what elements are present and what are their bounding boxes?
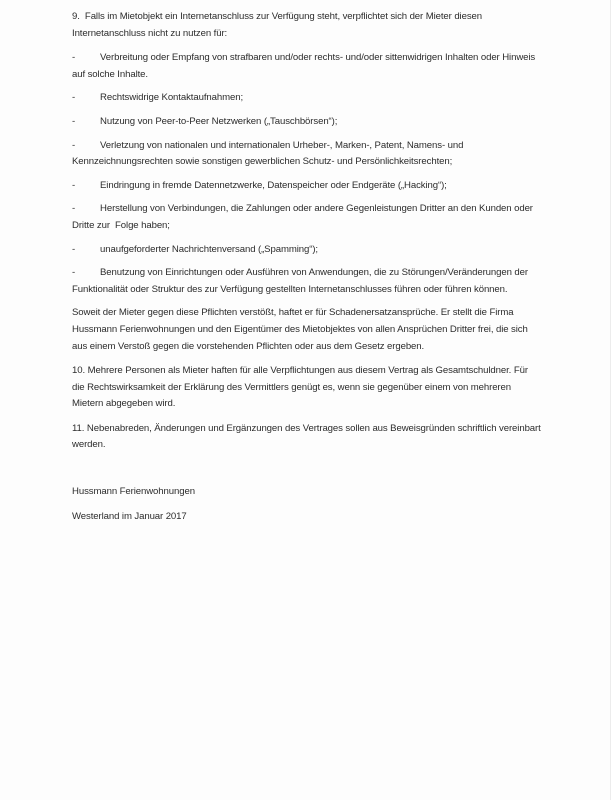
list-item-text: unaufgeforderter Nachrichtenversand („Spamming“); (100, 243, 318, 255)
list-item-text: Herstellung von Verbindungen, die Zahlungen oder andere Gegenleistungen Dritter an den Kunden oder Dritte zur Folge haben; (72, 203, 536, 231)
list-dash: - (72, 179, 76, 191)
list-item (72, 201, 542, 234)
list-item (72, 50, 542, 83)
company-name: Hussmann Ferienwohnungen (72, 486, 195, 498)
list-dash: - (72, 203, 76, 215)
list-dash: - (72, 115, 76, 127)
list-dash: - (72, 139, 76, 151)
section-10: 10. Mehrere Personen als Mieter haften für alle Verpflichtungen aus diesem Vertrag als Gesamtschuldner. Für die Rechtswirksamkeit der Erklärung des Vermittlers genügt es, wenn sie gegenüber einem von mehreren Mietern abgegeben wird. (72, 365, 531, 410)
list-dash: - (72, 243, 76, 255)
list-dash: - (72, 52, 76, 64)
list-item (72, 178, 542, 195)
list-item (72, 114, 542, 131)
list-item-text: Benutzung von Einrichtungen oder Ausführen von Anwendungen, die zu Störungen/Veränderungen der Funktionalität oder Struktur des zur Verfügung gestellten Internetanschlusses führen oder führen können. (72, 267, 531, 295)
list-item (72, 90, 542, 107)
signature-block (72, 484, 542, 525)
list-dash: - (72, 92, 76, 104)
place-date: Westerland im Januar 2017 (72, 510, 187, 522)
list-item-text: Nutzung von Peer-to-Peer Netzwerken („Tauschbörsen“); (100, 115, 338, 127)
list-item-text: Verbreitung oder Empfang von strafbaren und/oder rechts- und/oder sittenwidrigen Inhalten oder Hinweis auf solche Inhalte. (72, 52, 538, 80)
list-dash: - (72, 267, 76, 279)
list-item (72, 242, 542, 259)
list-item-text: Rechtswidrige Kontaktaufnahmen; (100, 92, 244, 104)
list-item-text: Verletzung von nationalen und internationalen Urheber-, Marken-, Patent, Namens- und Kennzeichnungsrechten sowie sonstigen gewerblichen Schutz- und Persönlichkeitsrechten; (72, 139, 466, 168)
document-body (72, 9, 542, 533)
section-9-intro: 9. Falls im Mietobjekt ein Internetanschluss zur Verfügung steht, verpflichtet sich der Mieter diesen Internetanschluss nicht zu nutzen für: (72, 11, 485, 39)
liability-paragraph: Soweit der Mieter gegen diese Pflichten verstößt, haftet er für Schadenersatzansprüche. Er stellt die Firma Hussmann Ferienwohnungen und den Eigentümer des Mietobjektes von allen Ansprüchen Dritter frei, die sich aus einem Verstoß gegen die vorstehenden Pflichten oder aus dem Gesetz ergeben. (72, 307, 531, 352)
section-11: 11. Nebenabreden, Änderungen und Ergänzungen des Vertrages sollen aus Beweisgründen schriftlich vereinbart werden. (72, 422, 544, 451)
list-item (72, 265, 542, 298)
list-item-text: Eindringung in fremde Datennetzwerke, Datenspeicher oder Endgeräte („Hacking“); (100, 179, 447, 191)
list-item (72, 138, 542, 171)
